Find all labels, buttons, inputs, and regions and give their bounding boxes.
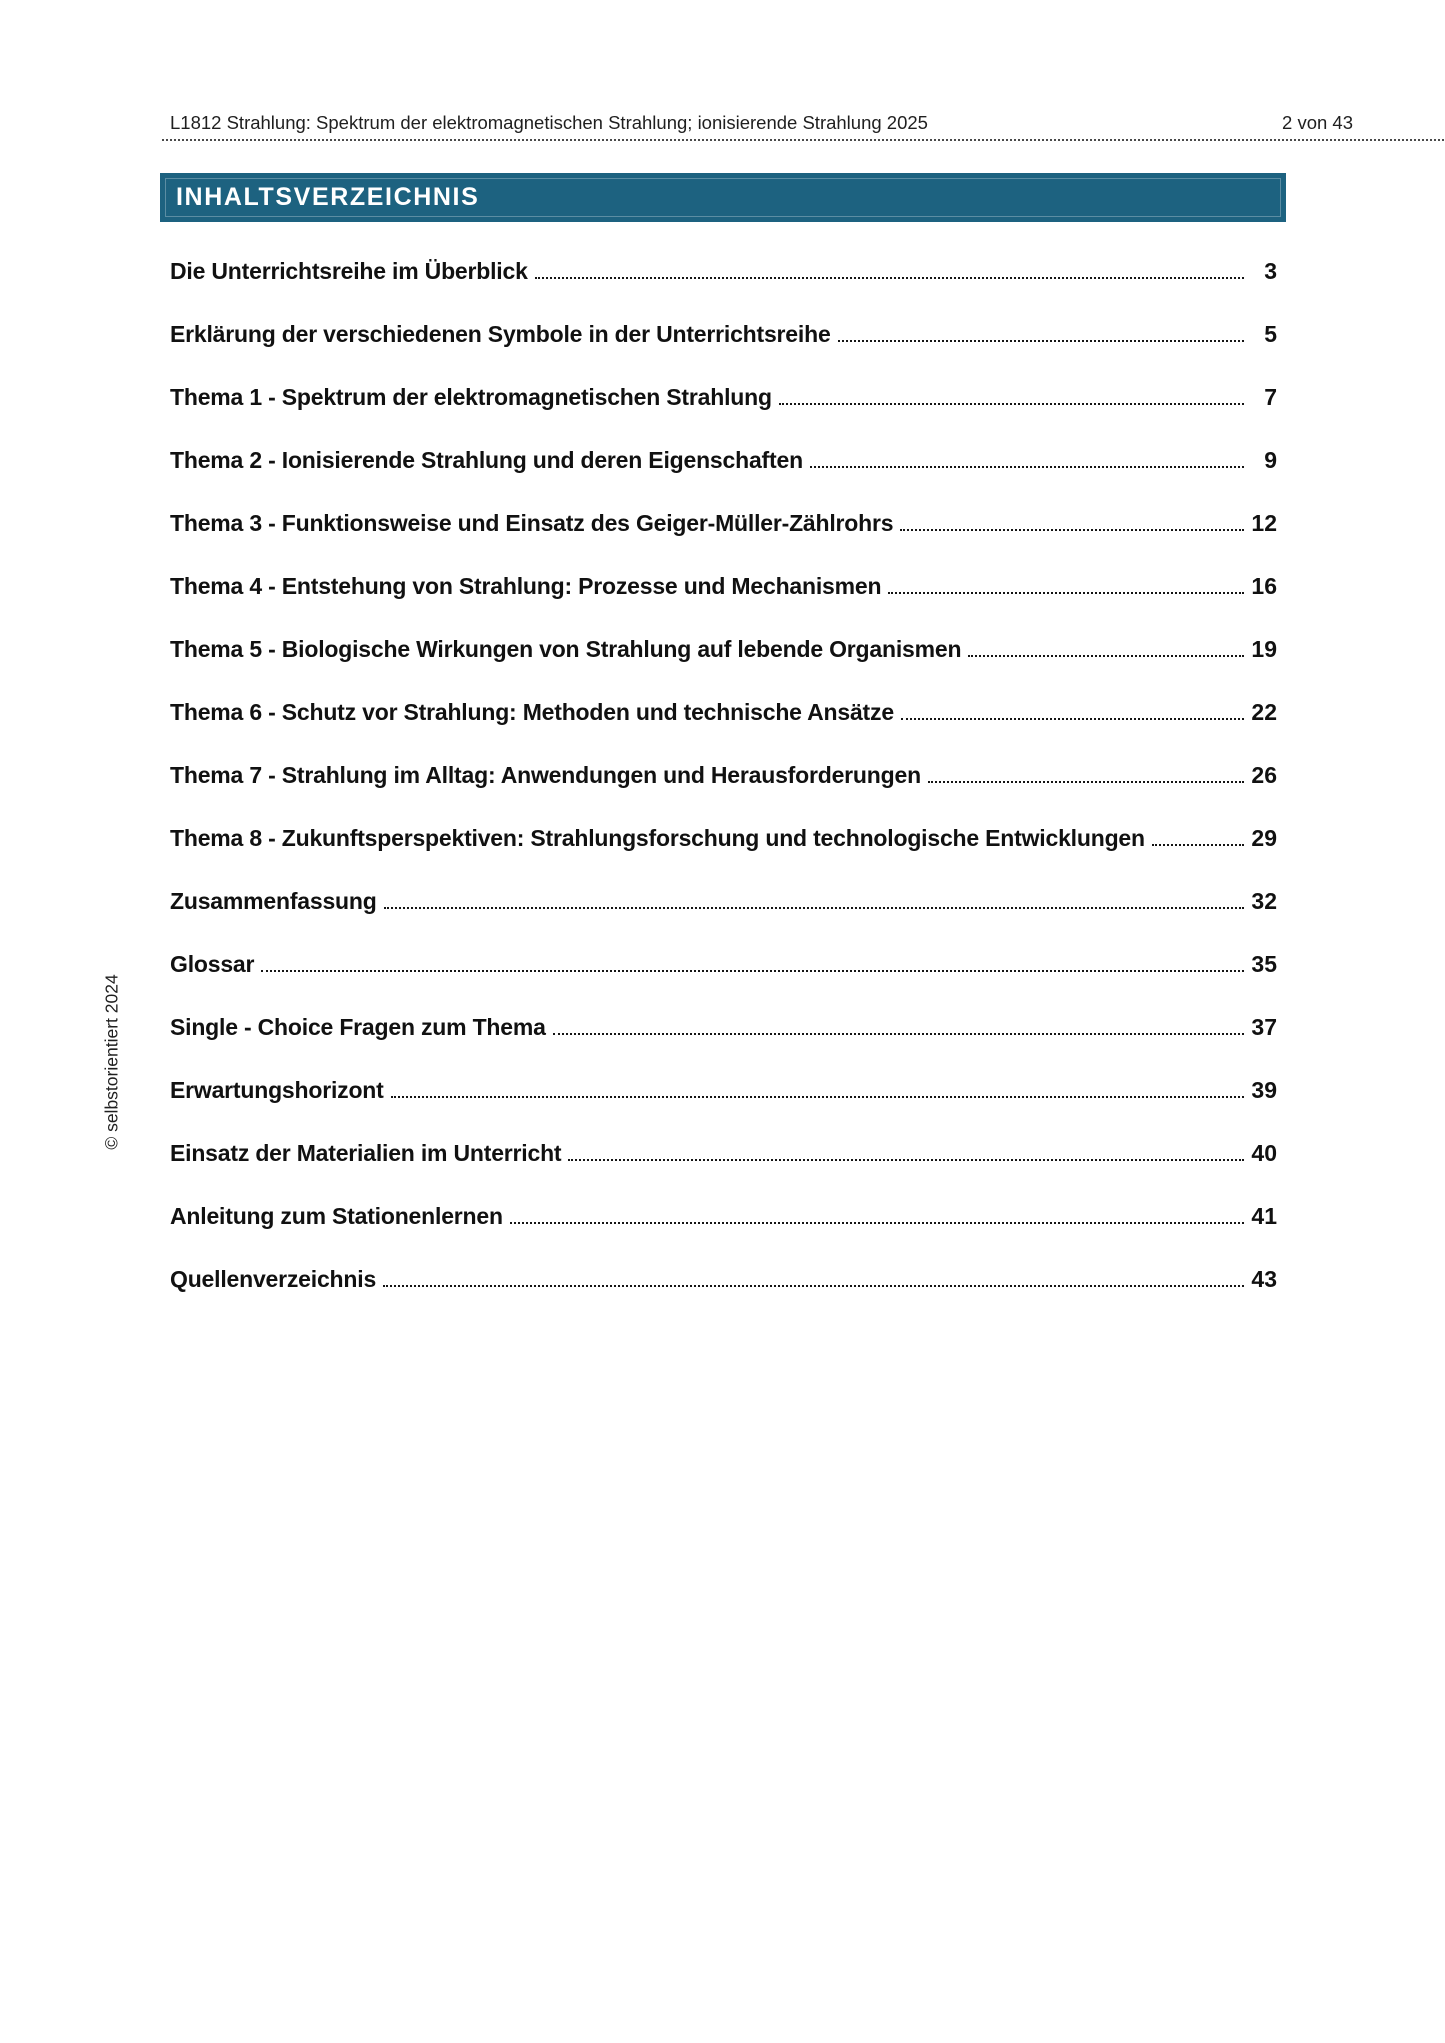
toc-entry-page: 29 — [1251, 825, 1277, 851]
toc-entry-label: Thema 7 - Strahlung im Alltag: Anwendungen und Herausforderungen — [170, 762, 921, 788]
toc-entry-page: 26 — [1251, 762, 1277, 788]
toc-entry-page: 5 — [1264, 321, 1277, 347]
toc-entry-label: Thema 8 - Zukunftsperspektiven: Strahlungsforschung und technologische Entwicklungen — [170, 825, 1145, 851]
toc-entry-label: Erwartungshorizont — [170, 1077, 384, 1103]
toc-entry-thema-6[interactable] — [170, 681, 1277, 744]
toc-entry-stationenlernen[interactable] — [170, 1185, 1277, 1248]
toc-entry-page: 16 — [1251, 573, 1277, 599]
toc-entry-quellenverzeichnis[interactable] — [170, 1248, 1277, 1311]
toc-entry-thema-8[interactable] — [170, 807, 1277, 870]
dot-leader — [900, 529, 1244, 531]
toc-entry-label: Thema 6 - Schutz vor Strahlung: Methoden und technische Ansätze — [170, 699, 894, 725]
toc-entry-ueberblick[interactable] — [170, 240, 1277, 303]
header-divider-rule — [162, 139, 1444, 141]
toc-entry-erwartungshorizont[interactable] — [170, 1059, 1277, 1122]
dot-leader — [928, 781, 1244, 783]
toc-entry-label: Thema 1 - Spektrum der elektromagnetischen Strahlung — [170, 384, 772, 410]
dot-leader — [261, 970, 1244, 972]
toc-section-title: INHALTSVERZEICHNIS — [176, 183, 480, 211]
toc-entry-label: Glossar — [170, 951, 255, 977]
toc-entry-label: Die Unterrichtsreihe im Überblick — [170, 258, 528, 284]
toc-entry-glossar[interactable] — [170, 933, 1277, 996]
dot-leader — [888, 592, 1244, 594]
dot-leader — [568, 1159, 1244, 1161]
toc-entry-page: 39 — [1251, 1077, 1277, 1103]
toc-entry-page: 40 — [1251, 1140, 1277, 1166]
dot-leader — [384, 907, 1244, 909]
dot-leader — [535, 277, 1244, 279]
toc-entry-thema-4[interactable] — [170, 555, 1277, 618]
toc-entry-page: 41 — [1251, 1203, 1277, 1229]
toc-entry-label: Single - Choice Fragen zum Thema — [170, 1014, 546, 1040]
dot-leader — [510, 1222, 1244, 1224]
copyright-notice: © selbstorientiert 2024 — [101, 974, 122, 1150]
toc-entry-label: Quellenverzeichnis — [170, 1266, 377, 1292]
dot-leader — [838, 340, 1244, 342]
toc-section-banner — [160, 173, 1286, 222]
toc-entry-label: Erklärung der verschiedenen Symbole in der Unterrichtsreihe — [170, 321, 831, 347]
toc-entry-label: Thema 4 - Entstehung von Strahlung: Prozesse und Mechanismen — [170, 573, 882, 599]
table-of-contents — [170, 240, 1277, 1311]
page-number-indicator: 2 von 43 — [1282, 112, 1353, 133]
toc-entry-symbole[interactable] — [170, 303, 1277, 366]
dot-leader — [383, 1285, 1244, 1287]
toc-entry-page: 35 — [1251, 951, 1277, 977]
toc-entry-thema-3[interactable] — [170, 492, 1277, 555]
toc-entry-einsatz-materialien[interactable] — [170, 1122, 1277, 1185]
dot-leader — [391, 1096, 1244, 1098]
toc-entry-page: 9 — [1264, 447, 1277, 473]
dot-leader — [968, 655, 1244, 657]
toc-entry-zusammenfassung[interactable] — [170, 870, 1277, 933]
dot-leader — [779, 403, 1244, 405]
toc-entry-page: 37 — [1251, 1014, 1277, 1040]
toc-entry-page: 12 — [1251, 510, 1277, 536]
toc-entry-label: Anleitung zum Stationenlernen — [170, 1203, 503, 1229]
toc-entry-page: 19 — [1251, 636, 1277, 662]
toc-entry-page: 32 — [1251, 888, 1277, 914]
toc-entry-thema-5[interactable] — [170, 618, 1277, 681]
toc-entry-single-choice[interactable] — [170, 996, 1277, 1059]
toc-entry-label: Zusammenfassung — [170, 888, 377, 914]
toc-entry-label: Thema 5 - Biologische Wirkungen von Strahlung auf lebende Organismen — [170, 636, 962, 662]
toc-entry-page: 22 — [1251, 699, 1277, 725]
toc-entry-thema-1[interactable] — [170, 366, 1277, 429]
dot-leader — [553, 1033, 1244, 1035]
dot-leader — [901, 718, 1244, 720]
toc-entry-label: Einsatz der Materialien im Unterricht — [170, 1140, 562, 1166]
toc-entry-thema-7[interactable] — [170, 744, 1277, 807]
toc-entry-thema-2[interactable] — [170, 429, 1277, 492]
toc-entry-page: 3 — [1264, 258, 1277, 284]
toc-entry-label: Thema 2 - Ionisierende Strahlung und deren Eigenschaften — [170, 447, 803, 473]
dot-leader — [1152, 844, 1244, 846]
toc-entry-page: 43 — [1251, 1266, 1277, 1292]
dot-leader — [810, 466, 1244, 468]
toc-entry-page: 7 — [1264, 384, 1277, 410]
toc-entry-label: Thema 3 - Funktionsweise und Einsatz des Geiger-Müller-Zählrohrs — [170, 510, 894, 536]
running-header-title: L1812 Strahlung: Spektrum der elektromagnetischen Strahlung; ionisierende Strahlung 2025 — [170, 112, 928, 133]
